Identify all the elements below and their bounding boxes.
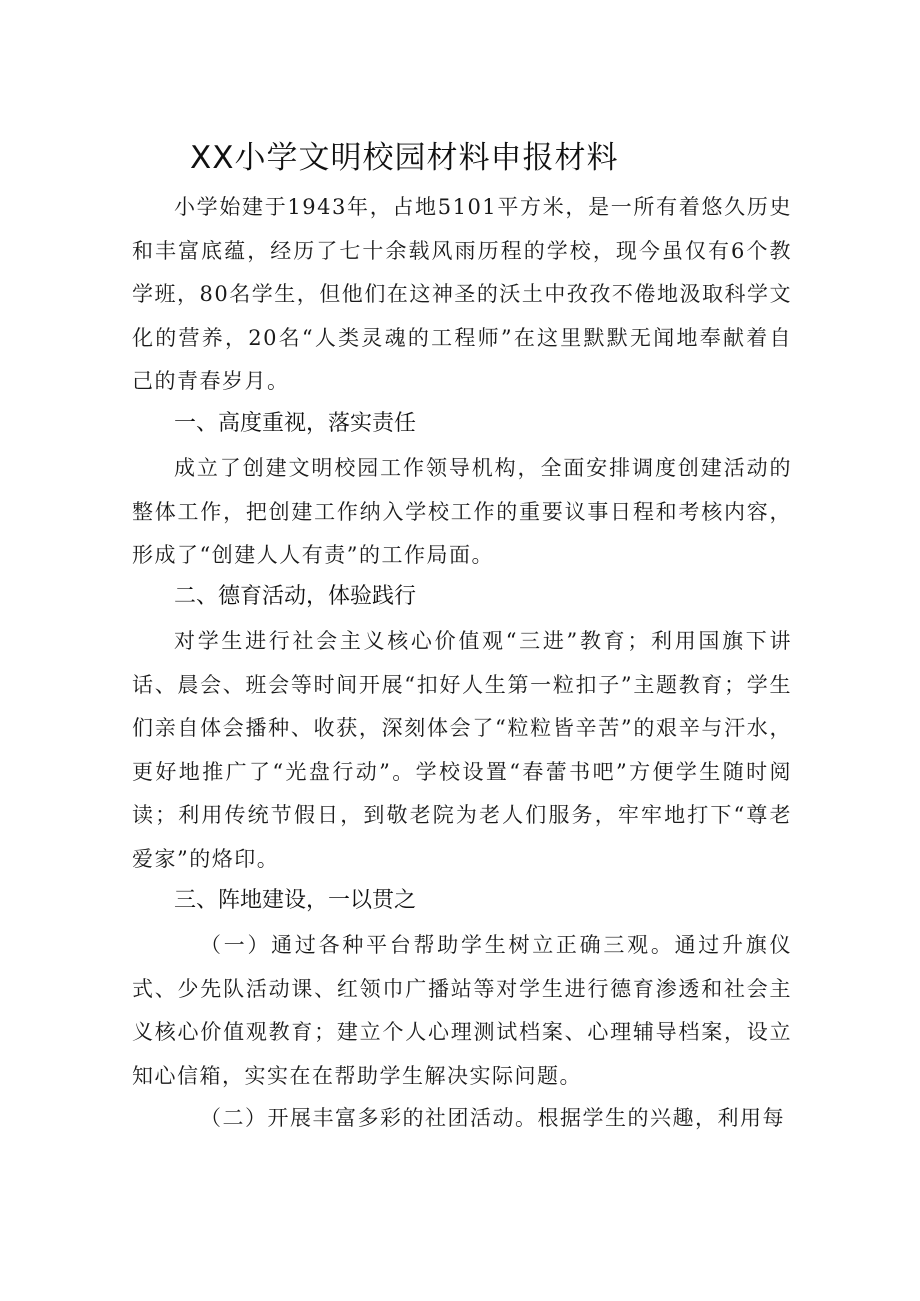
section-1-heading: 一、高度重视，落实责任: [174, 411, 417, 436]
section-3-paragraph-2: （二）开展丰富多彩的社团活动。根据学生的兴趣，利用每: [200, 1106, 785, 1130]
intro-paragraph: 小学始建于1943年，占地5101平方米，是一所有着悠久历史和丰富底蕴，经历了七十余载风雨历程的学校，现今虽仅有6个教学班，80名学生，但他们在这神圣的沃土中孜孜不倦地汲取科学文化的营养，20名“人类灵魂的工程师”在这里默默无闻地奉献着自己的青春岁月。: [132, 195, 792, 393]
document-title: XX小学文明校园材料申报材料: [190, 140, 619, 176]
section-2-heading: 二、德育活动，体验践行: [174, 584, 417, 609]
section-3-heading: 三、阵地建设，一以贯之: [174, 888, 417, 913]
section-2-paragraph: 对学生进行社会主义核心价值观“三进”教育；利用国旗下讲话、晨会、班会等时间开展“扣好人生第一粒扣子”主题教育；学生们亲自体会播种、收获，深刻体会了“粒粒皆辛苦”的艰辛与汗水，更好地推广了“光盘行动”。学校设置“春蕾书吧”方便学生随时阅读；利用传统节假日，到敬老院为老人们服务，牢牢地打下“尊老爱家”的烙印。: [132, 629, 792, 871]
section-3-paragraph-1: （一）通过各种平台帮助学生树立正确三观。通过升旗仪式、少先队活动课、红领巾广播站等对学生进行德育渗透和社会主义核心价值观教育；建立个人心理测试档案、心理辅导档案，设立知心信箱，实实在在帮助学生解决实际问题。: [132, 933, 792, 1088]
section-1-paragraph: 成立了创建文明校园工作领导机构，全面安排调度创建活动的整体工作，把创建工作纳入学校工作的重要议事日程和考核内容，形成了“创建人人有责”的工作局面。: [132, 456, 792, 567]
